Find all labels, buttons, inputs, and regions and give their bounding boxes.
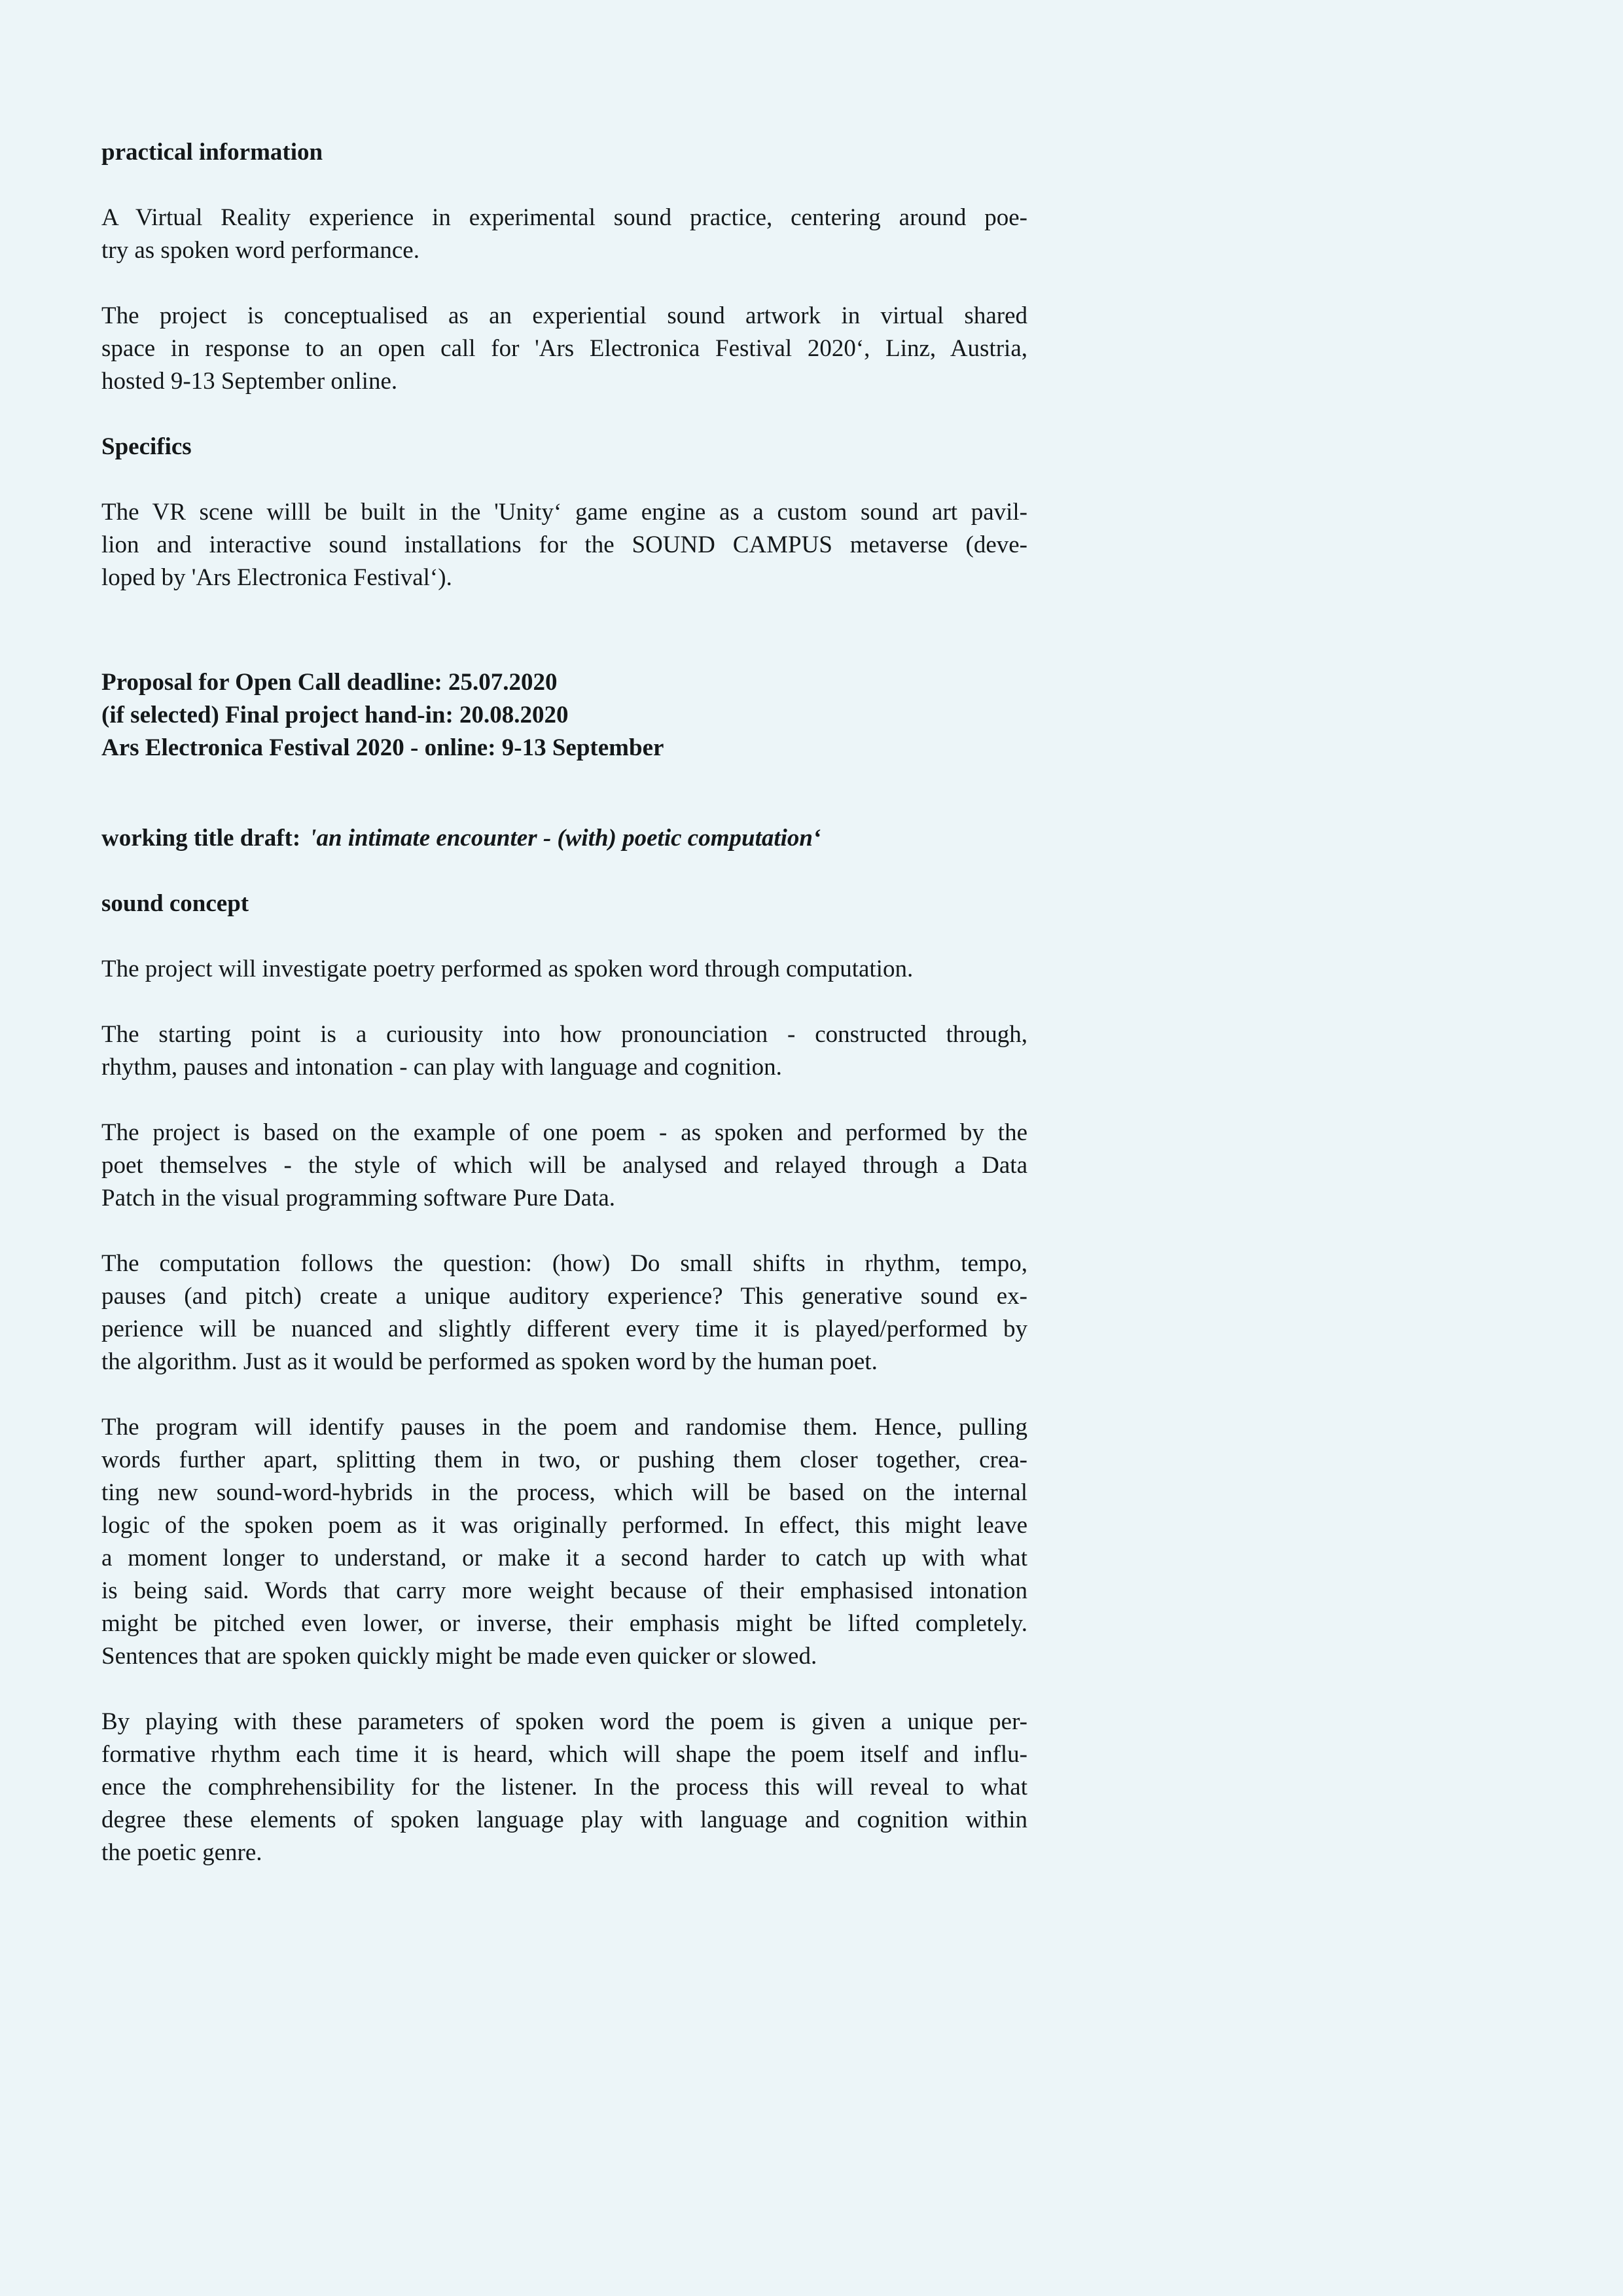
working-title-label: working title draft: (101, 825, 301, 852)
text-line: logic of the spoken poem as it was originally performed. In effect, this might leave (101, 1512, 1027, 1539)
text-line: ence the comphrehensibility for the listener. In the process this will reveal to what (101, 1774, 1027, 1801)
text-line: The project is based on the example of one poem - as spoken and performed by the (101, 1119, 1027, 1146)
text-line: loped by 'Ars Electronica Festival‘). (101, 564, 452, 591)
text-line: The computation follows the question: (how) Do small shifts in rhythm, tempo, (101, 1250, 1027, 1277)
document-content (101, 136, 1027, 1902)
text-line: space in response to an open call for 'Ars Electronica Festival 2020‘, Linz, Austria, (101, 335, 1027, 362)
text-line: (if selected) Final project hand-in: 20.08.2020 (101, 702, 569, 728)
text-line: Ars Electronica Festival 2020 - online: 9-13 September (101, 734, 664, 761)
text-line: rhythm, pauses and intonation - can play with language and cognition. (101, 1054, 782, 1081)
paragraph-computation (101, 1247, 1027, 1378)
text-line: degree these elements of spoken language play with language and cognition within (101, 1806, 1027, 1833)
paragraph-vr-scene (101, 496, 1027, 594)
deadlines-block (101, 666, 1027, 764)
paragraph-one-poem (101, 1117, 1027, 1215)
text-line: pauses (and pitch) create a unique auditory experience? This generative sound ex- (101, 1283, 1027, 1310)
text-line: the algorithm. Just as it would be performed as spoken word by the human poet. (101, 1348, 878, 1375)
text-line: The project will investigate poetry performed as spoken word through computation. (101, 956, 914, 982)
section-heading-specifics: Specifics (101, 433, 192, 460)
text-line: might be pitched even lower, or inverse, their emphasis might be lifted completely. (101, 1610, 1027, 1637)
text-line: By playing with these parameters of spoken word the poem is given a unique per- (101, 1708, 1027, 1735)
text-line: The starting point is a curiousity into how pronounciation - constructed through, (101, 1021, 1027, 1048)
text-line: The project is conceptualised as an experiential sound artwork in virtual shared (101, 302, 1027, 329)
text-line: the poetic genre. (101, 1839, 262, 1866)
text-line: Sentences that are spoken quickly might be made even quicker or slowed. (101, 1643, 817, 1670)
text-line: try as spoken word performance. (101, 237, 419, 264)
section-heading-sound-concept: sound concept (101, 890, 249, 917)
working-title-line (101, 822, 1027, 855)
text-line: poet themselves - the style of which will be analysed and relayed through a Data (101, 1152, 1027, 1179)
text-line: A Virtual Reality experience in experimental sound practice, centering around poe- (101, 204, 1027, 231)
text-line: lion and interactive sound installations for the SOUND CAMPUS metaverse (deve- (101, 531, 1027, 558)
paragraph-investigate (101, 953, 1027, 986)
paragraph-concept (101, 300, 1027, 398)
text-line: Patch in the visual programming software Pure Data. (101, 1185, 616, 1211)
text-line: Proposal for Open Call deadline: 25.07.2020 (101, 669, 558, 696)
text-line: is being said. Words that carry more weight because of their emphasised intonation (101, 1577, 1027, 1604)
text-line: The program will identify pauses in the poem and randomise them. Hence, pulling (101, 1414, 1027, 1441)
paragraph-starting-point (101, 1018, 1027, 1084)
text-line: formative rhythm each time it is heard, which will shape the poem itself and influ- (101, 1741, 1027, 1768)
text-line: hosted 9-13 September online. (101, 368, 398, 395)
text-line: perience will be nuanced and slightly different every time it is played/performed by (101, 1316, 1027, 1342)
text-line: words further apart, splitting them in two, or pushing them closer together, crea- (101, 1446, 1027, 1473)
text-line: a moment longer to understand, or make it a second harder to catch up with what (101, 1545, 1027, 1571)
working-title-text: 'an intimate encounter - (with) poetic computation‘ (310, 825, 821, 852)
text-line: ting new sound-word-hybrids in the process, which will be based on the internal (101, 1479, 1027, 1506)
paragraph-parameters (101, 1706, 1027, 1869)
paragraph-program (101, 1411, 1027, 1673)
text-line: The VR scene willl be built in the 'Unity‘ game engine as a custom sound art pavil- (101, 499, 1027, 526)
section-heading-practical-information: practical information (101, 139, 323, 166)
paragraph-intro (101, 202, 1027, 267)
